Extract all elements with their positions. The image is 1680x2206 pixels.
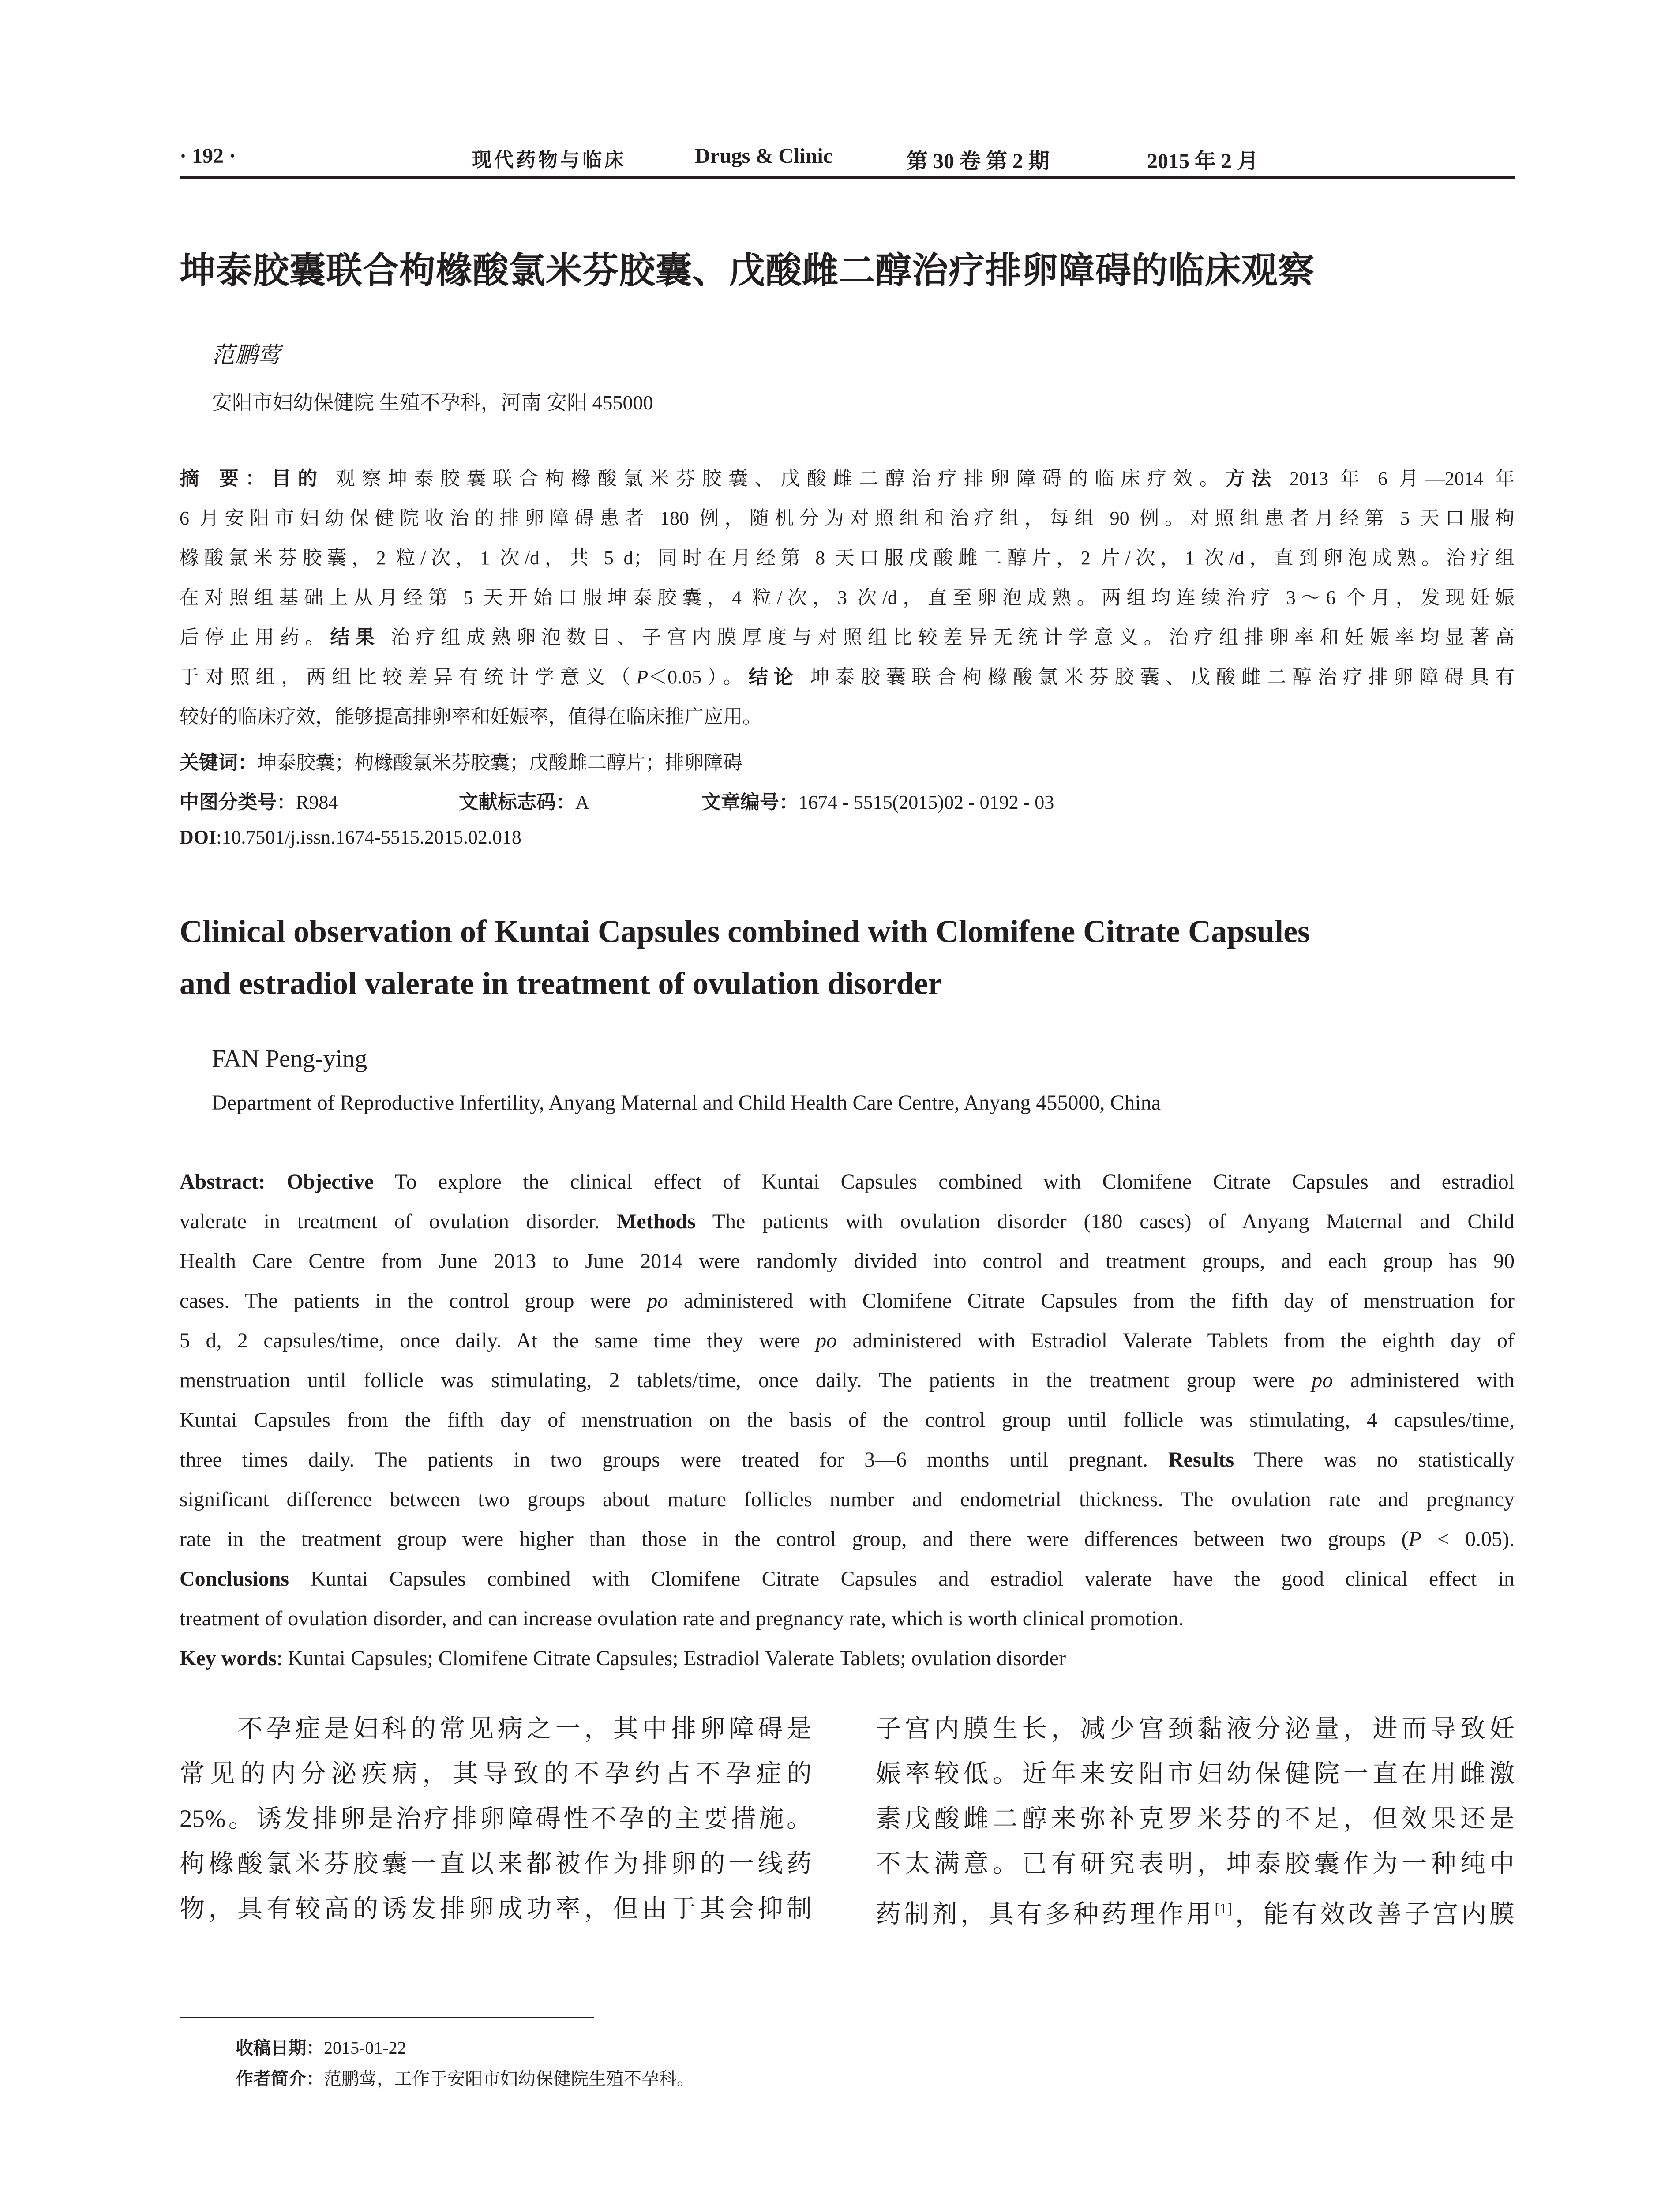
author-name-cn: 范鹏莺	[212, 343, 281, 368]
abstract-en-line: significant difference between two groups about mature follicles number and endometrial thickness. The ovulation rate and pregnancy	[180, 1488, 1515, 1511]
body-line: 娠率较低。近年来安阳市妇幼保健院一直在用雌激	[876, 1760, 1515, 1788]
body-line: 枸橼酸氯米芬胶囊一直以来都被作为排卵的一线药	[180, 1850, 812, 1878]
abstract-en-line: three times daily. The patients in two groups were treated for 3—6 months until pregnant.	[180, 1448, 1168, 1471]
received-date	[236, 2034, 406, 2059]
body-line: 素戊酸雌二醇来弥补克罗米芬的不足，但效果还是	[876, 1805, 1515, 1833]
clc-label: 中图分类号：	[180, 791, 296, 814]
abstract-label-en: Abstract:	[180, 1170, 287, 1193]
title-en-line: Clinical observation of Kuntai Capsules combined with Clomifene Citrate Capsules	[180, 914, 1310, 949]
article-number-value: 1674 - 5515(2015)02 - 0192 - 03	[799, 792, 1054, 813]
body-line: 不孕症是妇科的常见病之一，其中排卵障碍是	[180, 1715, 812, 1743]
received-label: 收稿日期：	[236, 2038, 324, 2058]
abstract-en-line: treatment of ovulation disorder, and can increase ovulation rate and pregnancy rate, which is worth clinical promotion.	[180, 1607, 1184, 1630]
affiliation-cn: 安阳市妇幼保健院 生殖不孕科，河南 安阳 455000	[212, 391, 653, 414]
document-code-label: 文献标志码：	[459, 791, 575, 814]
bio-value: 范鹏莺，工作于安阳市妇幼保健院生殖不孕科。	[324, 2069, 694, 2089]
affiliation-en: Department of Reproductive Infertility, Anyang Maternal and Child Health Care Centre, Anyang 455000, China	[212, 1091, 1161, 1114]
abstract-cn-line: 在对照组基础上从月经第 5 天开始口服坤泰胶囊，4 粒/次，3 次/d，直至卵泡成熟。两组均连续治疗 3～6 个月，发现妊娠	[180, 587, 1515, 608]
clc-value: R984	[296, 792, 338, 813]
abstract-cn-line: 较好的临床疗效，能够提高排卵率和妊娠率，值得在临床推广应用。	[180, 706, 762, 728]
abstract-en-line: menstruation until follicle was stimulating, 2 tablets/time, once daily. The patients in the treatment group were	[180, 1369, 1312, 1392]
abstract-cn-line: 橼酸氯米芬胶囊，2 粒/次，1 次/d，共 5 d；同时在月经第 8 天口服戊酸雌二醇片，2 片/次，1 次/d，直到卵泡成熟。治疗组	[180, 547, 1515, 569]
document-code-value: A	[575, 792, 589, 813]
results-label-cn: 结果	[330, 626, 381, 649]
objective-label-cn: 目的	[271, 467, 324, 490]
clc-number	[180, 786, 338, 814]
keywords-cn	[180, 747, 742, 775]
body-line: 药制剂，具有多种药理作用	[876, 1900, 1215, 1928]
keywords-label-cn: 关键词：	[180, 751, 257, 774]
abstract-cn-line: 后停止用药。	[180, 627, 330, 648]
abstract-en-line: cases. The patients in the control group were	[180, 1289, 647, 1313]
footnote-rule	[180, 2017, 594, 2018]
abstract-en-line: administered with	[1333, 1369, 1515, 1392]
doi-value: :10.7501/j.issn.1674-5515.2015.02.018	[216, 826, 521, 848]
results-label-en: Results	[1168, 1448, 1234, 1471]
po-term: po	[647, 1289, 668, 1313]
title-en-line: and estradiol valerate in treatment of ovulation disorder	[180, 966, 942, 1001]
keywords-text-cn: 坤泰胶囊；枸橼酸氯米芬胶囊；戊酸雌二醇片；排卵障碍	[257, 752, 742, 773]
po-term: po	[816, 1329, 837, 1352]
abstract-label-cn: 摘 要：	[180, 467, 272, 490]
body-line: 25%。诱发排卵是治疗排卵障碍性不孕的主要措施。	[180, 1805, 812, 1833]
results-text-cn: 治疗组成熟卵泡数目、子宫内膜厚度与对照组比较差异无统计学意义。治疗组排卵率和妊娠率均显著高	[380, 627, 1515, 648]
conclusion-text-cn: 坤泰胶囊联合枸橼酸氯米芬胶囊、戊酸雌二醇治疗排卵障碍具有	[799, 666, 1515, 688]
volume-issue: 第 30 卷 第 2 期	[907, 150, 1050, 173]
keywords-label-en: Key words	[180, 1647, 277, 1670]
body-line: ，能有效改善子宫内膜	[1232, 1900, 1515, 1928]
conclusions-label-en: Conclusions	[180, 1567, 289, 1591]
abstract-en-line: Kuntai Capsules from the fifth day of menstruation on the basis of the control group until follicle was stimulating, 4 capsules/time,	[180, 1408, 1515, 1432]
body-column-left	[180, 1707, 812, 1932]
article-title-en	[180, 905, 1515, 1009]
author-bio	[236, 2065, 694, 2090]
article-title-cn: 坤泰胶囊联合枸橼酸氯米芬胶囊、戊酸雌二醇治疗排卵障碍的临床观察	[180, 250, 1315, 292]
abstract-en-line: 5 d, 2 capsules/time, once daily. At the same time they were	[180, 1329, 816, 1352]
keywords-text-en: : Kuntai Capsules; Clomifene Citrate Capsules; Estradiol Valerate Tablets; ovulation disorder	[276, 1647, 1066, 1670]
methods-text-cn: 2013 年 6 月—2014 年	[1278, 468, 1515, 489]
page-number: · 192 ·	[180, 144, 236, 168]
abstract-cn	[180, 459, 1515, 737]
abstract-en-line: rate in the treatment group were higher than those in the control group, and there were differences between two groups (	[180, 1527, 1409, 1551]
methods-label-cn: 方法	[1226, 467, 1278, 490]
issue-date: 2015 年 2 月	[1147, 150, 1259, 173]
po-term: po	[1312, 1369, 1333, 1392]
objective-text-en: To explore the clinical effect of Kuntai Capsules combined with Clomifene Citrate Capsules and estradiol	[374, 1170, 1515, 1193]
p-value-symbol: P	[636, 666, 649, 688]
journal-name-en: Drugs & Clinic	[695, 144, 832, 168]
author-name-en: FAN Peng-ying	[212, 1045, 368, 1073]
p-value-symbol-en: P	[1408, 1527, 1421, 1551]
abstract-en-line: < 0.05).	[1421, 1527, 1515, 1551]
article-number	[701, 786, 1054, 814]
methods-text-en: The patients with ovulation disorder (180 cases) of Anyang Maternal and Child	[695, 1210, 1515, 1233]
bio-label: 作者简介：	[236, 2069, 324, 2089]
journal-name-cn: 现代药物与临床	[472, 149, 626, 171]
citation-ref[interactable]: [1]	[1215, 1901, 1232, 1917]
document-code	[459, 786, 589, 814]
methods-label-en: Methods	[617, 1210, 696, 1233]
conclusions-text-en: Kuntai Capsules combined with Clomifene Citrate Capsules and estradiol valerate have the good clinical effect in	[289, 1567, 1515, 1591]
abstract-en-line: administered with Clomifene Citrate Capsules from the fifth day of menstruation for	[668, 1289, 1515, 1313]
keywords-en	[180, 1639, 1515, 1678]
abstract-cn-line: 6 月安阳市妇幼保健院收治的排卵障碍患者 180 例，随机分为对照组和治疗组，每组 90 例。对照组患者月经第 5 天口服枸	[180, 507, 1515, 529]
body-line: 常见的内分泌疾病，其导致的不孕约占不孕症的	[180, 1760, 812, 1788]
article-number-label: 文章编号：	[701, 791, 799, 814]
abstract-en-line: administered with Estradiol Valerate Tablets from the eighth day of	[837, 1329, 1515, 1352]
abstract-en-line: Health Care Centre from June 2013 to June 2014 were randomly divided into control and treatment groups, and each group has 90	[180, 1249, 1515, 1273]
body-line: 子宫内膜生长，减少宫颈黏液分泌量，进而导致妊	[876, 1715, 1515, 1743]
received-value: 2015-01-22	[324, 2038, 406, 2058]
objective-label-en: Objective	[286, 1170, 374, 1193]
objective-text-cn: 观察坤泰胶囊联合枸橼酸氯米芬胶囊、戊酸雌二醇治疗排卵障碍的临床疗效。	[324, 468, 1226, 489]
body-line: 物，具有较高的诱发排卵成功率，但由于其会抑制	[180, 1895, 812, 1923]
body-column-right	[876, 1707, 1515, 1932]
abstract-cn-line: ＜0.05）。	[648, 666, 749, 688]
abstract-cn-line: 于对照组，两组比较差异有统计学意义（	[180, 666, 637, 688]
abstract-en-line: valerate in treatment of ovulation disorder.	[180, 1210, 617, 1233]
body-line: 不太满意。已有研究表明，坤泰胶囊作为一种纯中	[876, 1850, 1515, 1878]
header-rule	[180, 176, 1515, 179]
doi-label: DOI	[180, 826, 217, 848]
doi	[180, 826, 521, 848]
results-text-en: There was no statistically	[1234, 1448, 1515, 1471]
abstract-en	[180, 1162, 1515, 1678]
conclusion-label-cn: 结论	[748, 666, 799, 688]
